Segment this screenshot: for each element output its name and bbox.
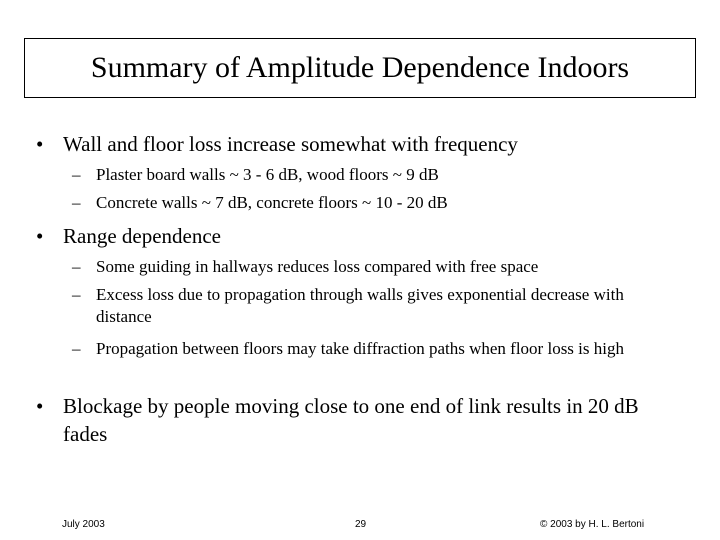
sub-bullet-item	[72, 338, 682, 360]
bullet-marker: •	[36, 224, 44, 248]
sub-bullet-marker: –	[72, 339, 81, 358]
sub-bullet-marker: –	[72, 165, 81, 184]
bullet-item	[36, 392, 686, 448]
bullet-item	[36, 222, 686, 250]
sub-bullet-marker: –	[72, 257, 81, 276]
bullet-text: Range dependence	[63, 224, 222, 248]
sub-bullet-item	[72, 284, 682, 328]
sub-bullet-marker: –	[72, 193, 81, 212]
bullet-text: Blockage by people moving close to one end of link results in 20 dB fades	[63, 394, 639, 446]
sub-bullet-item	[72, 256, 682, 278]
sub-bullet-text: Plaster board walls ~ 3 - 6 dB, wood floors ~ 9 dB	[96, 165, 439, 184]
sub-bullet-item	[72, 164, 682, 186]
sub-bullet-text: Concrete walls ~ 7 dB, concrete floors ~ 10 - 20 dB	[96, 193, 448, 212]
sub-bullet-text: Some guiding in hallways reduces loss compared with free space	[96, 257, 539, 276]
sub-bullet-item	[72, 192, 682, 214]
footer-copyright: © 2003 by H. L. Bertoni	[540, 519, 645, 530]
footer-page-number: 29	[355, 519, 367, 530]
sub-bullet-text: Excess loss due to propagation through walls gives exponential decrease with distance	[96, 285, 624, 326]
sub-bullet-text: Propagation between floors may take diffraction paths when floor loss is high	[96, 339, 624, 358]
bullet-marker: •	[36, 132, 44, 156]
bullet-item	[36, 130, 686, 158]
bullet-marker: •	[36, 394, 44, 418]
slide-title: Summary of Amplitude Dependence Indoors	[90, 51, 630, 84]
bullet-text: Wall and floor loss increase somewhat with frequency	[63, 132, 518, 156]
sub-bullet-marker: –	[72, 285, 81, 304]
footer-date: July 2003	[62, 519, 105, 530]
